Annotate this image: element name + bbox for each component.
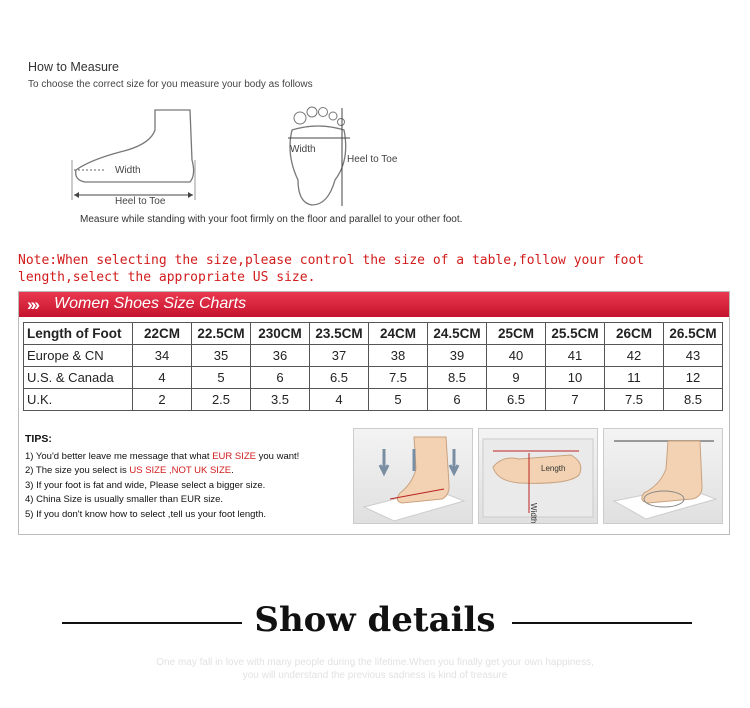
table-cell: 35 <box>192 345 251 367</box>
table-cell: 6.5 <box>487 389 546 411</box>
tip-text: 2) The size you select is <box>25 465 130 476</box>
table-row <box>24 389 723 411</box>
foot-front-image <box>353 428 473 524</box>
tip-1 <box>25 450 299 465</box>
table-cell: 39 <box>428 345 487 367</box>
table-cell: 4 <box>133 367 192 389</box>
table-cell: 8.5 <box>664 389 723 411</box>
tips-list <box>25 432 299 522</box>
chart-banner <box>19 292 729 317</box>
foot-top-image <box>478 428 598 524</box>
tip-5: 5) If you don't know how to select ,tell us your foot length. <box>25 508 267 520</box>
table-cell: 6.5 <box>310 367 369 389</box>
measure-subtitle: To choose the correct size for you measure your body as follows <box>28 79 313 90</box>
tip-3: 3) If your foot is fat and wide, Please select a bigger size. <box>25 479 266 491</box>
double-arrow-icon: »» <box>27 295 34 314</box>
size-table <box>23 322 723 411</box>
table-cell: 26CM <box>605 323 664 345</box>
table-cell: 4 <box>310 389 369 411</box>
table-cell: 230CM <box>251 323 310 345</box>
table-cell: 23.5CM <box>310 323 369 345</box>
table-cell: 25CM <box>487 323 546 345</box>
foot-side-image <box>603 428 723 524</box>
tip-text: . <box>231 465 234 476</box>
table-cell: 34 <box>133 345 192 367</box>
table-cell: 25.5CM <box>546 323 605 345</box>
table-cell: 24CM <box>369 323 428 345</box>
table-cell: 3.5 <box>251 389 310 411</box>
row-label: Length of Foot <box>24 323 133 345</box>
table-cell: 9 <box>487 367 546 389</box>
chart-title: Women Shoes Size Charts <box>54 295 247 312</box>
measure-caption: Measure while standing with your foot firmly on the floor and parallel to your other foot. <box>80 214 463 225</box>
tip-2 <box>25 464 299 479</box>
table-cell: 6 <box>251 367 310 389</box>
faint-quote: One may fall in love with many people during the lifetime.When you finally get your own happiness, you will understand the previous sadness is kind of treasure <box>156 657 594 681</box>
table-cell: 2 <box>133 389 192 411</box>
table-cell: 10 <box>546 367 605 389</box>
table-cell: 6 <box>428 389 487 411</box>
size-chart <box>18 291 730 535</box>
row-label: U.S. & Canada <box>24 367 133 389</box>
table-cell: 7 <box>546 389 605 411</box>
table-cell: 40 <box>487 345 546 367</box>
table-cell: 42 <box>605 345 664 367</box>
sole-heel-label: Heel to Toe <box>347 154 398 165</box>
table-cell: 41 <box>546 345 605 367</box>
side-width-label: Width <box>115 165 141 176</box>
sole-width-label: Width <box>290 144 316 155</box>
tip-text: you want! <box>256 450 300 462</box>
size-note: Note:When selecting the size,please control the size of a table,follow your foot length,select the appropriate US size. <box>18 253 645 285</box>
table-cell: 24.5CM <box>428 323 487 345</box>
tip-text: 1) You'd better leave me message that what <box>25 450 213 462</box>
row-label: Europe & CN <box>24 345 133 367</box>
table-row <box>24 323 723 345</box>
table-cell: 11 <box>605 367 664 389</box>
table-cell: 38 <box>369 345 428 367</box>
table-cell: 7.5 <box>605 389 664 411</box>
table-cell: 2.5 <box>192 389 251 411</box>
table-cell: 8.5 <box>428 367 487 389</box>
show-details-text: Show details <box>246 600 503 640</box>
measure-title: How to Measure <box>28 60 120 74</box>
foot-measure-illustration <box>60 100 440 220</box>
tip-4: 4) China Size is usually smaller than EUR size. <box>25 494 223 505</box>
table-cell: 43 <box>664 345 723 367</box>
table-cell: 37 <box>310 345 369 367</box>
tip-highlight: US SIZE ,NOT UK SIZE <box>129 465 232 476</box>
table-row <box>24 345 723 367</box>
tip-highlight: EUR SIZE <box>212 450 256 462</box>
table-cell: 36 <box>251 345 310 367</box>
width-label: Width <box>529 503 538 523</box>
table-cell: 22.5CM <box>192 323 251 345</box>
table-cell: 22CM <box>133 323 192 345</box>
table-cell: 26.5CM <box>664 323 723 345</box>
table-cell: 7.5 <box>369 367 428 389</box>
row-label: U.K. <box>24 389 133 411</box>
tips-title: TIPS: <box>25 433 52 445</box>
side-heel-label: Heel to Toe <box>115 196 166 207</box>
length-label: Length <box>541 464 566 473</box>
table-cell: 12 <box>664 367 723 389</box>
table-row <box>24 367 723 389</box>
table-cell: 5 <box>192 367 251 389</box>
show-details-heading <box>0 600 750 640</box>
table-cell: 5 <box>369 389 428 411</box>
